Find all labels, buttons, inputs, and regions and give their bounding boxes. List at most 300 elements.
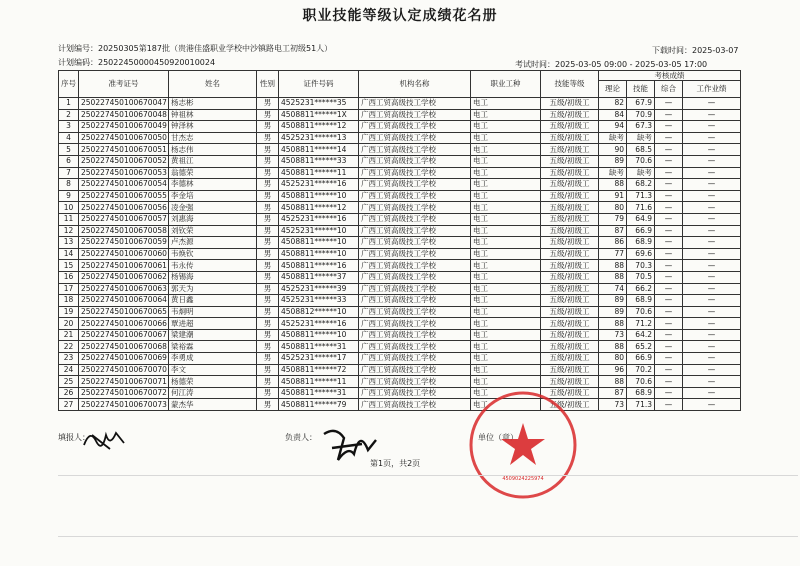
cell-org: 广西工贸高级技工学校 (359, 376, 471, 388)
cell-level: 五级/初级工 (541, 387, 599, 399)
cell-seq: 4 (59, 132, 79, 144)
cell-work: — (683, 376, 741, 388)
cell-job: 电工 (471, 225, 541, 237)
table-row (59, 260, 741, 272)
cell-total: — (655, 399, 683, 411)
cell-seq: 16 (59, 271, 79, 283)
cell-job: 电工 (471, 306, 541, 318)
cell-gender: 男 (257, 155, 279, 167)
cell-total: — (655, 341, 683, 353)
cell-job: 电工 (471, 353, 541, 365)
cell-name: 杨志伟 (169, 144, 257, 156)
cell-job: 电工 (471, 364, 541, 376)
cell-total: — (655, 213, 683, 225)
cell-skill: 70.6 (627, 155, 655, 167)
table-row (59, 155, 741, 167)
cell-total: — (655, 295, 683, 307)
cell-total: — (655, 248, 683, 260)
cell-ticket: 250227450100670048 (79, 109, 169, 121)
cell-work: — (683, 353, 741, 365)
cell-name: 刘钦荣 (169, 225, 257, 237)
cell-seq: 19 (59, 306, 79, 318)
cell-level: 五级/初级工 (541, 167, 599, 179)
cell-total: — (655, 260, 683, 272)
cell-total: — (655, 283, 683, 295)
cell-name: 李勇成 (169, 353, 257, 365)
cell-name: 杨德荣 (169, 376, 257, 388)
cell-work: — (683, 237, 741, 249)
cell-level: 五级/初级工 (541, 306, 599, 318)
cell-org: 广西工贸高级技工学校 (359, 283, 471, 295)
cell-id: 4508811******10 (279, 248, 359, 260)
cell-theory: 77 (599, 248, 627, 260)
cell-job: 电工 (471, 132, 541, 144)
cell-seq: 3 (59, 121, 79, 133)
cell-seq: 23 (59, 353, 79, 365)
cell-work: — (683, 271, 741, 283)
cell-gender: 男 (257, 202, 279, 214)
cell-work: — (683, 341, 741, 353)
cell-theory: 74 (599, 283, 627, 295)
cell-id: 4508811******33 (279, 155, 359, 167)
cell-org: 广西工贸高级技工学校 (359, 109, 471, 121)
page-indicator: 第1页，共2页 (370, 459, 421, 468)
cell-ticket: 250227450100670053 (79, 167, 169, 179)
cell-name: 杨锡海 (169, 271, 257, 283)
cell-work: — (683, 213, 741, 225)
cell-org: 广西工贸高级技工学校 (359, 144, 471, 156)
cell-job: 电工 (471, 213, 541, 225)
cell-job: 电工 (471, 202, 541, 214)
cell-skill: 70.3 (627, 260, 655, 272)
table-row (59, 329, 741, 341)
cell-org: 广西工贸高级技工学校 (359, 364, 471, 376)
cell-id: 4508812******10 (279, 306, 359, 318)
cell-org: 广西工贸高级技工学校 (359, 248, 471, 260)
cell-job: 电工 (471, 144, 541, 156)
cell-gender: 男 (257, 295, 279, 307)
cell-seq: 21 (59, 329, 79, 341)
cell-ticket: 250227450100670058 (79, 225, 169, 237)
cell-ticket: 250227450100670060 (79, 248, 169, 260)
principal-label: 负责人： (285, 433, 317, 442)
header-theory: 理论 (599, 81, 627, 98)
cell-skill: 68.5 (627, 144, 655, 156)
cell-ticket: 250227450100670072 (79, 387, 169, 399)
cell-skill: 68.9 (627, 295, 655, 307)
cell-level: 五级/初级工 (541, 98, 599, 110)
cell-seq: 20 (59, 318, 79, 330)
cell-name: 李德林 (169, 179, 257, 191)
table-row (59, 121, 741, 133)
cell-level: 五级/初级工 (541, 271, 599, 283)
cell-id: 4508811******16 (279, 260, 359, 272)
cell-name: 梁建潮 (169, 329, 257, 341)
cell-org: 广西工贸高级技工学校 (359, 121, 471, 133)
cell-job: 电工 (471, 399, 541, 411)
cell-skill: 70.6 (627, 306, 655, 318)
cell-work: — (683, 387, 741, 399)
cell-job: 电工 (471, 237, 541, 249)
cell-skill: 71.3 (627, 399, 655, 411)
cell-seq: 1 (59, 98, 79, 110)
cell-theory: 86 (599, 237, 627, 249)
cell-theory: 88 (599, 260, 627, 272)
header-org: 机构名称 (359, 71, 471, 98)
cell-job: 电工 (471, 260, 541, 272)
cell-skill: 68.9 (627, 237, 655, 249)
table-row (59, 109, 741, 121)
cell-seq: 26 (59, 387, 79, 399)
cell-id: 4508811******11 (279, 376, 359, 388)
page-title: 职业技能等级认定成绩花名册 (302, 8, 498, 24)
cell-skill: 64.9 (627, 213, 655, 225)
score-table (58, 70, 741, 411)
cell-org: 广西工贸高级技工学校 (359, 318, 471, 330)
cell-gender: 男 (257, 213, 279, 225)
cell-gender: 男 (257, 190, 279, 202)
cell-seq: 8 (59, 179, 79, 191)
cell-name: 李文 (169, 364, 257, 376)
cell-ticket: 250227450100670063 (79, 283, 169, 295)
cell-org: 广西工贸高级技工学校 (359, 132, 471, 144)
table-row (59, 376, 741, 388)
table-row (59, 179, 741, 191)
cell-total: — (655, 225, 683, 237)
cell-skill: 66.9 (627, 225, 655, 237)
cell-total: — (655, 109, 683, 121)
cell-name: 翁德荣 (169, 167, 257, 179)
cell-theory: 88 (599, 341, 627, 353)
cell-id: 4508811******10 (279, 329, 359, 341)
cell-org: 广西工贸高级技工学校 (359, 353, 471, 365)
cell-theory: 90 (599, 144, 627, 156)
cell-skill: 66.2 (627, 283, 655, 295)
cell-level: 五级/初级工 (541, 260, 599, 272)
cell-id: 4508811******12 (279, 202, 359, 214)
cell-work: — (683, 179, 741, 191)
cell-level: 五级/初级工 (541, 144, 599, 156)
table-row (59, 306, 741, 318)
cell-level: 五级/初级工 (541, 237, 599, 249)
cell-skill: 缺考 (627, 167, 655, 179)
cell-gender: 男 (257, 329, 279, 341)
cell-work: — (683, 295, 741, 307)
cell-skill: 65.2 (627, 341, 655, 353)
cell-skill: 71.2 (627, 318, 655, 330)
cell-work: — (683, 306, 741, 318)
cell-work: — (683, 329, 741, 341)
cell-ticket: 250227450100670073 (79, 399, 169, 411)
cell-id: 4508811******37 (279, 271, 359, 283)
cell-theory: 88 (599, 271, 627, 283)
cell-org: 广西工贸高级技工学校 (359, 213, 471, 225)
cell-org: 广西工贸高级技工学校 (359, 225, 471, 237)
table-row (59, 399, 741, 411)
cell-skill: 67.3 (627, 121, 655, 133)
cell-work: — (683, 399, 741, 411)
cell-ticket: 250227450100670069 (79, 353, 169, 365)
cell-id: 4525231******16 (279, 179, 359, 191)
cell-name: 卢杰源 (169, 237, 257, 249)
cell-total: — (655, 190, 683, 202)
cell-job: 电工 (471, 329, 541, 341)
cell-gender: 男 (257, 121, 279, 133)
cell-gender: 男 (257, 364, 279, 376)
cell-ticket: 250227450100670057 (79, 213, 169, 225)
cell-gender: 男 (257, 341, 279, 353)
cell-theory: 80 (599, 202, 627, 214)
cell-name: 李金培 (169, 190, 257, 202)
cell-theory: 96 (599, 364, 627, 376)
table-row (59, 387, 741, 399)
cell-org: 广西工贸高级技工学校 (359, 329, 471, 341)
cell-skill: 66.9 (627, 353, 655, 365)
cell-work: — (683, 260, 741, 272)
cell-level: 五级/初级工 (541, 202, 599, 214)
cell-ticket: 250227450100670061 (79, 260, 169, 272)
cell-seq: 12 (59, 225, 79, 237)
cell-gender: 男 (257, 167, 279, 179)
cell-job: 电工 (471, 318, 541, 330)
cell-ticket: 250227450100670055 (79, 190, 169, 202)
cell-name: 刘惠海 (169, 213, 257, 225)
table-row (59, 248, 741, 260)
cell-work: — (683, 121, 741, 133)
cell-work: — (683, 225, 741, 237)
cell-ticket: 250227450100670064 (79, 295, 169, 307)
cell-total: — (655, 353, 683, 365)
cell-level: 五级/初级工 (541, 213, 599, 225)
cell-id: 4525231******17 (279, 353, 359, 365)
cell-seq: 22 (59, 341, 79, 353)
cell-level: 五级/初级工 (541, 132, 599, 144)
cell-skill: 71.6 (627, 202, 655, 214)
cell-org: 广西工贸高级技工学校 (359, 237, 471, 249)
cell-gender: 男 (257, 248, 279, 260)
cell-job: 电工 (471, 341, 541, 353)
cell-level: 五级/初级工 (541, 341, 599, 353)
table-row (59, 237, 741, 249)
table-row (59, 190, 741, 202)
table-row (59, 271, 741, 283)
cell-org: 广西工贸高级技工学校 (359, 202, 471, 214)
principal-signature (318, 420, 388, 468)
cell-seq: 17 (59, 283, 79, 295)
cell-job: 电工 (471, 376, 541, 388)
cell-theory: 91 (599, 190, 627, 202)
cell-id: 4508811******1X (279, 109, 359, 121)
cell-ticket: 250227450100670062 (79, 271, 169, 283)
cell-gender: 男 (257, 271, 279, 283)
cell-seq: 9 (59, 190, 79, 202)
cell-name: 覃进超 (169, 318, 257, 330)
cell-seq: 11 (59, 213, 79, 225)
cell-theory: 89 (599, 295, 627, 307)
cell-org: 广西工贸高级技工学校 (359, 271, 471, 283)
cell-work: — (683, 155, 741, 167)
cell-org: 广西工贸高级技工学校 (359, 399, 471, 411)
cell-total: — (655, 179, 683, 191)
cell-total: — (655, 237, 683, 249)
cell-id: 4508811******31 (279, 387, 359, 399)
table-row (59, 364, 741, 376)
cell-skill: 69.6 (627, 248, 655, 260)
table-row (59, 341, 741, 353)
cell-id: 4525231******13 (279, 132, 359, 144)
plan-code: 计划编码：25022450000450920010024 (58, 58, 216, 67)
table-row (59, 353, 741, 365)
cell-skill: 71.3 (627, 190, 655, 202)
cell-work: — (683, 318, 741, 330)
cell-org: 广西工贸高级技工学校 (359, 98, 471, 110)
cell-work: — (683, 132, 741, 144)
cell-id: 4508811******14 (279, 144, 359, 156)
header-scores: 考核成绩 (599, 71, 741, 81)
cell-total: — (655, 144, 683, 156)
cell-job: 电工 (471, 179, 541, 191)
cell-id: 4525231******33 (279, 295, 359, 307)
header-gender: 性别 (257, 71, 279, 98)
cell-id: 4508811******10 (279, 190, 359, 202)
cell-theory: 82 (599, 98, 627, 110)
cell-ticket: 250227450100670054 (79, 179, 169, 191)
cell-theory: 88 (599, 376, 627, 388)
cell-gender: 男 (257, 306, 279, 318)
cell-level: 五级/初级工 (541, 155, 599, 167)
cell-theory: 73 (599, 329, 627, 341)
cell-gender: 男 (257, 132, 279, 144)
cell-seq: 13 (59, 237, 79, 249)
cell-name: 凌金强 (169, 202, 257, 214)
cell-name: 韦永传 (169, 260, 257, 272)
cell-job: 电工 (471, 109, 541, 121)
cell-total: — (655, 132, 683, 144)
cell-name: 甘杰志 (169, 132, 257, 144)
cell-level: 五级/初级工 (541, 399, 599, 411)
cell-gender: 男 (257, 98, 279, 110)
cell-total: — (655, 202, 683, 214)
cell-name: 蒙杰华 (169, 399, 257, 411)
cell-gender: 男 (257, 283, 279, 295)
cell-work: — (683, 283, 741, 295)
cell-theory: 88 (599, 179, 627, 191)
cell-job: 电工 (471, 295, 541, 307)
cell-theory: 89 (599, 155, 627, 167)
cell-org: 广西工贸高级技工学校 (359, 190, 471, 202)
cell-org: 广西工贸高级技工学校 (359, 167, 471, 179)
cell-level: 五级/初级工 (541, 109, 599, 121)
cell-skill: 68.9 (627, 387, 655, 399)
cell-id: 4525231******39 (279, 283, 359, 295)
cell-ticket: 250227450100670056 (79, 202, 169, 214)
cell-level: 五级/初级工 (541, 364, 599, 376)
header-total: 综合 (655, 81, 683, 98)
cell-ticket: 250227450100670067 (79, 329, 169, 341)
cell-seq: 2 (59, 109, 79, 121)
cell-id: 4508811******12 (279, 121, 359, 133)
header-work: 工作业绩 (683, 81, 741, 98)
cell-seq: 25 (59, 376, 79, 388)
cell-work: — (683, 364, 741, 376)
cell-job: 电工 (471, 248, 541, 260)
cell-gender: 男 (257, 387, 279, 399)
cell-ticket: 250227450100670071 (79, 376, 169, 388)
cell-work: — (683, 202, 741, 214)
cell-total: — (655, 121, 683, 133)
cell-theory: 89 (599, 306, 627, 318)
cell-total: — (655, 318, 683, 330)
cell-job: 电工 (471, 167, 541, 179)
cell-theory: 84 (599, 109, 627, 121)
cell-ticket: 250227450100670051 (79, 144, 169, 156)
cell-theory: 79 (599, 213, 627, 225)
header-seq: 序号 (59, 71, 79, 98)
filler-signature (80, 425, 130, 453)
cell-level: 五级/初级工 (541, 248, 599, 260)
header-skill: 技能 (627, 81, 655, 98)
cell-total: — (655, 98, 683, 110)
cell-gender: 男 (257, 144, 279, 156)
cell-gender: 男 (257, 179, 279, 191)
cell-name: 黄祖江 (169, 155, 257, 167)
cell-id: 4508811******79 (279, 399, 359, 411)
cell-org: 广西工贸高级技工学校 (359, 387, 471, 399)
cell-ticket: 250227450100670070 (79, 364, 169, 376)
table-row (59, 132, 741, 144)
cell-org: 广西工贸高级技工学校 (359, 260, 471, 272)
cell-gender: 男 (257, 353, 279, 365)
cell-total: — (655, 329, 683, 341)
cell-total: — (655, 271, 683, 283)
cell-ticket: 250227450100670068 (79, 341, 169, 353)
cell-ticket: 250227450100670049 (79, 121, 169, 133)
cell-seq: 7 (59, 167, 79, 179)
cell-job: 电工 (471, 283, 541, 295)
cell-ticket: 250227450100670052 (79, 155, 169, 167)
cell-seq: 10 (59, 202, 79, 214)
cell-ticket: 250227450100670065 (79, 306, 169, 318)
cell-job: 电工 (471, 190, 541, 202)
cell-level: 五级/初级工 (541, 121, 599, 133)
cell-seq: 14 (59, 248, 79, 260)
cell-theory: 缺考 (599, 167, 627, 179)
cell-total: — (655, 376, 683, 388)
cell-job: 电工 (471, 387, 541, 399)
cell-theory: 80 (599, 353, 627, 365)
header-name: 姓名 (169, 71, 257, 98)
cell-work: — (683, 98, 741, 110)
cell-work: — (683, 248, 741, 260)
cell-id: 4525231******16 (279, 213, 359, 225)
filler-label: 填报人： (58, 433, 90, 442)
cell-theory: 缺考 (599, 132, 627, 144)
cell-seq: 6 (59, 155, 79, 167)
cell-name: 钟泽林 (169, 121, 257, 133)
cell-gender: 男 (257, 109, 279, 121)
cell-level: 五级/初级工 (541, 376, 599, 388)
cell-ticket: 250227450100670066 (79, 318, 169, 330)
cell-theory: 73 (599, 399, 627, 411)
cell-id: 4525231******35 (279, 98, 359, 110)
exam-time: 考试时间：2025-03-05 09:00 - 2025-03-05 17:00 (515, 60, 708, 69)
cell-org: 广西工贸高级技工学校 (359, 341, 471, 353)
cell-gender: 男 (257, 376, 279, 388)
cell-skill: 缺考 (627, 132, 655, 144)
cell-name: 郭天为 (169, 283, 257, 295)
header-ticket: 准考证号 (79, 71, 169, 98)
cell-theory: 87 (599, 387, 627, 399)
